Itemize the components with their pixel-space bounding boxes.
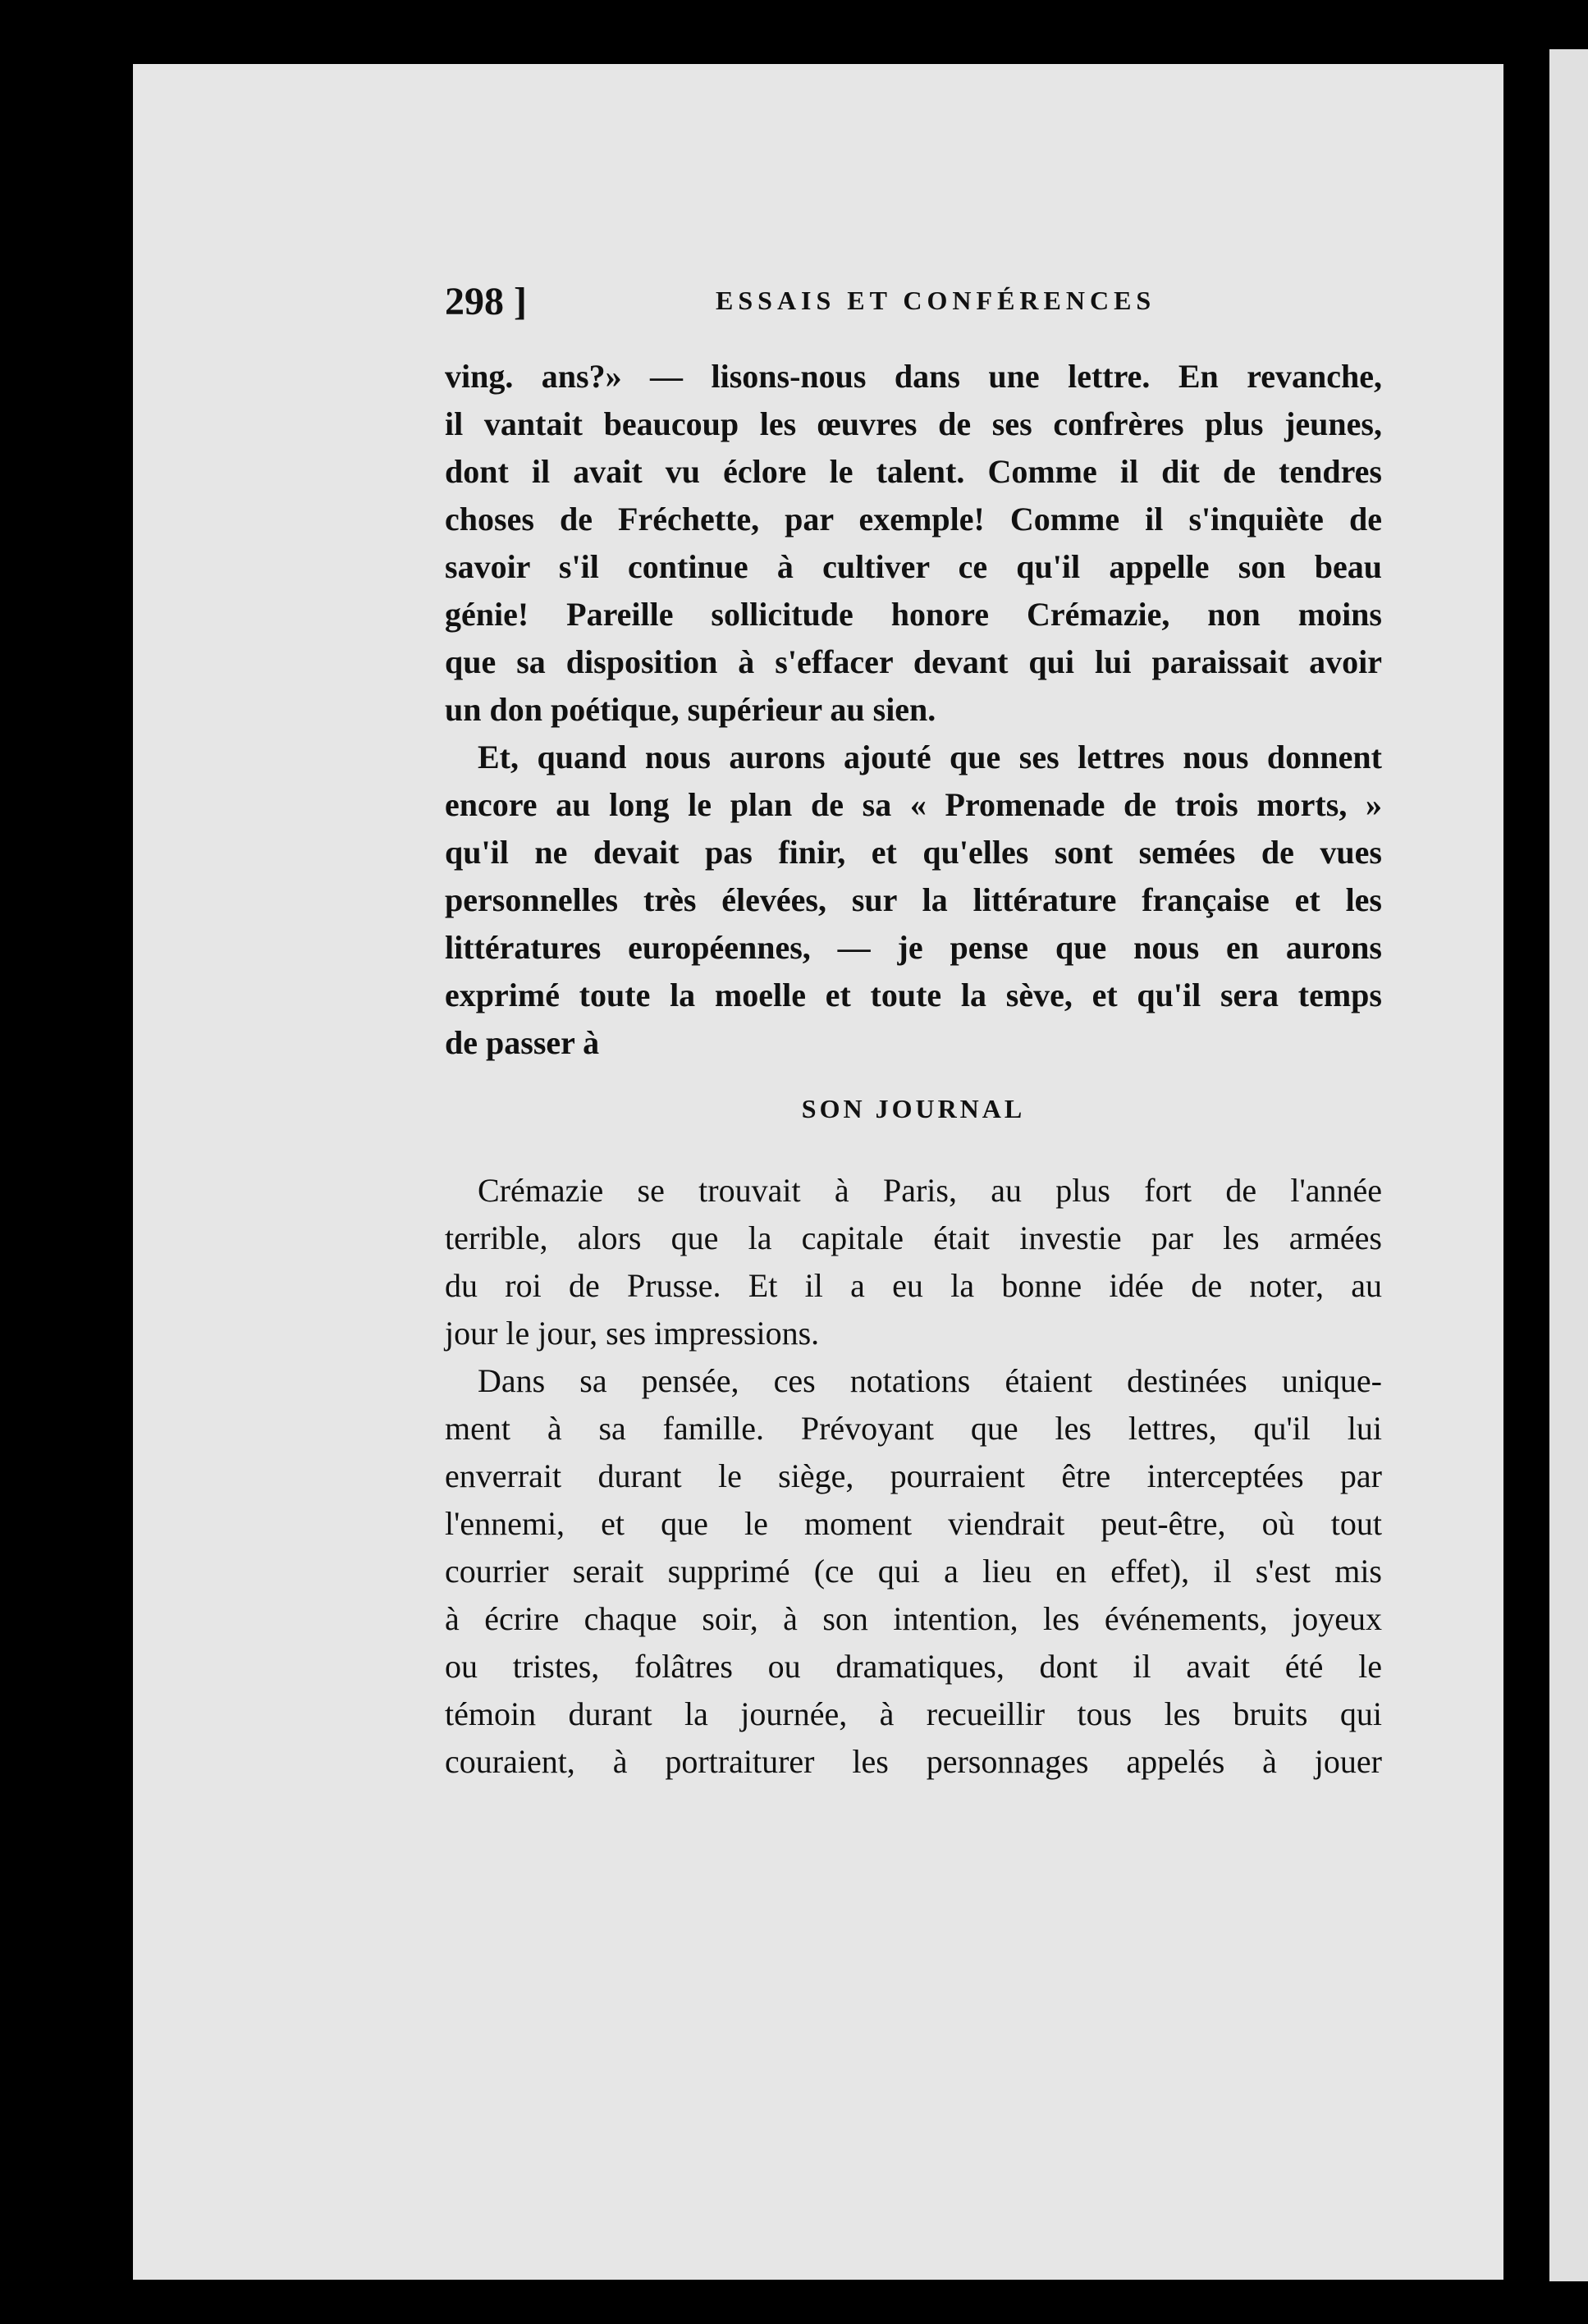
text-line: ving. ans?» — lisons-nous dans une lettre. En revanche, (445, 358, 1382, 395)
text-line: jour le jour, ses impressions. (445, 1315, 820, 1352)
body-text (445, 353, 1382, 1786)
text-line: de passer à (445, 1024, 600, 1061)
text-line: savoir s'il continue à cultiver ce qu'il appelle son beau (445, 548, 1382, 585)
text-line: Dans sa pensée, ces notations étaient destinées unique- (478, 1362, 1382, 1399)
paragraph-3 (445, 1167, 1382, 1357)
text-line: personnelles très élevées, sur la littérature française et les (445, 881, 1382, 918)
text-line: couraient, à portraiturer les personnages appelés à jouer (445, 1743, 1382, 1780)
text-line: terrible, alors que la capitale était investie par les armées (445, 1219, 1382, 1256)
text-line: enverrait durant le siège, pourraient être interceptées par (445, 1457, 1382, 1494)
text-line: Crémazie se trouvait à Paris, au plus fort de l'année (478, 1172, 1382, 1209)
text-line: du roi de Prusse. Et il a eu la bonne idée de noter, au (445, 1267, 1382, 1304)
text-line: choses de Fréchette, par exemple! Comme il s'inquiète de (445, 501, 1382, 538)
text-line: littératures européennes, — je pense que nous en aurons (445, 929, 1382, 966)
text-line: il vantait beaucoup les œuvres de ses confrères plus jeunes, (445, 405, 1382, 442)
paragraph-4 (445, 1357, 1382, 1786)
text-line: encore au long le plan de sa « Promenade de trois morts, » (445, 786, 1382, 823)
text-line: à écrire chaque soir, à son intention, les événements, joyeux (445, 1600, 1382, 1637)
paragraph-1 (445, 353, 1382, 734)
page-number: 298 ] (445, 280, 527, 323)
text-line: courrier serait supprimé (ce qui a lieu en effet), il s'est mis (445, 1553, 1382, 1590)
paragraph-2 (445, 734, 1382, 1067)
section-heading: SON JOURNAL (801, 1094, 1026, 1123)
text-line: l'ennemi, et que le moment viendrait peut-être, où tout (445, 1505, 1382, 1542)
text-line: un don poétique, supérieur au sien. (445, 691, 936, 728)
page-header (445, 279, 1380, 328)
running-title: ESSAIS ET CONFÉRENCES (716, 286, 1156, 315)
text-line: génie! Pareille sollicitude honore Crémazie, non moins (445, 596, 1382, 633)
text-line: exprimé toute la moelle et toute la sève, et qu'il sera temps (445, 977, 1382, 1013)
text-line: ment à sa famille. Prévoyant que les lettres, qu'il lui (445, 1410, 1382, 1447)
text-line: Et, quand nous aurons ajouté que ses lettres nous donnent (478, 739, 1382, 775)
text-line: ou tristes, folâtres ou dramatiques, dont il avait été le (445, 1648, 1382, 1685)
facing-page-edge (1549, 49, 1588, 2281)
text-line: dont il avait vu éclore le talent. Comme il dit de tendres (445, 453, 1382, 490)
text-line: que sa disposition à s'effacer devant qui lui paraissait avoir (445, 643, 1382, 680)
text-line: qu'il ne devait pas finir, et qu'elles sont semées de vues (445, 834, 1382, 871)
spacer (445, 1139, 1382, 1167)
text-line: témoin durant la journée, à recueillir tous les bruits qui (445, 1695, 1382, 1732)
